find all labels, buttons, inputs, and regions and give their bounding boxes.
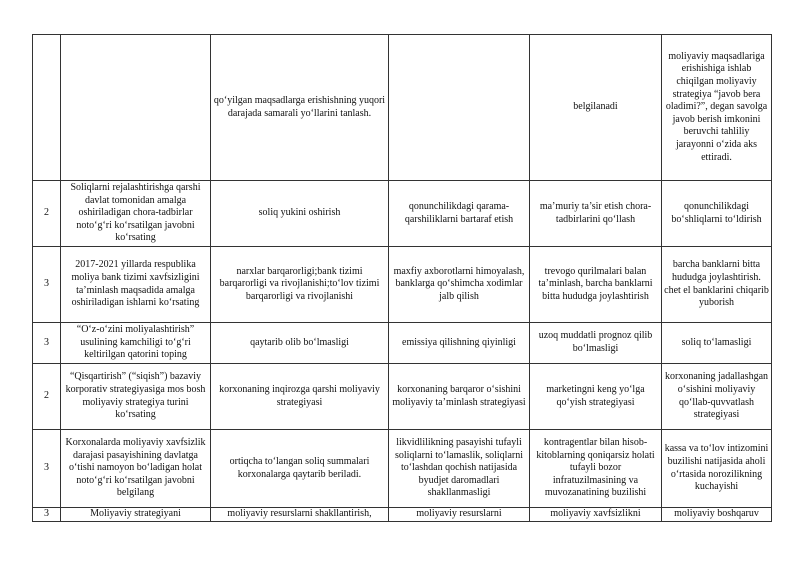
questions-table xyxy=(32,34,772,522)
answer-cell-b: qonunchilikdagi qarama-qarshiliklarni bartaraf etish xyxy=(389,181,530,247)
table-row xyxy=(33,35,772,181)
answer-cell-b: likvidlilikning pasayishi tufayli soliqlarni to‘lamaslik, soliqlarni to‘lashdan qochish natijasida byudjet daromadlari shakllanmasligi xyxy=(389,430,530,508)
question-cell xyxy=(61,35,211,181)
answer-cell-b: maxfiy axborotlarni himoyalash, banklarga qo‘shimcha xodimlar jalb qilish xyxy=(389,247,530,323)
question-cell: Soliqlarni rejalashtirishga qarshi davlat tomonidan amalga oshiriladigan chora-tadbirlar noto‘g‘ri ko‘rsatilgan javobni ko‘rsating xyxy=(61,181,211,247)
question-cell: Moliyaviy strategiyani xyxy=(61,508,211,522)
row-number xyxy=(33,35,61,181)
row-number: 3 xyxy=(33,430,61,508)
answer-cell-b: korxonaning barqaror o‘sishini moliyaviy ta’minlash strategiyasi xyxy=(389,364,530,430)
answer-cell-a: qaytarib olib bo‘lmasligi xyxy=(211,323,389,364)
table-row xyxy=(33,323,772,364)
answer-cell-a: moliyaviy resurslarni shakllantirish, xyxy=(211,508,389,522)
row-number: 3 xyxy=(33,323,61,364)
table-row xyxy=(33,430,772,508)
answer-cell-d: korxonaning jadallashgan o‘sishini moliyaviy qo‘llab-quvvatlash strategiyasi xyxy=(662,364,772,430)
answer-cell-d: barcha banklarni bitta hududga joylashtirish. chet el banklarini chiqarib yuborish xyxy=(662,247,772,323)
answer-cell-d: qonunchilikdagi bo‘shliqlarni to‘ldirish xyxy=(662,181,772,247)
answer-cell-d: kassa va to‘lov intizomini buzilishi natijasida aholi o‘rtasida norozilikning kuchayishi xyxy=(662,430,772,508)
answer-cell-d: moliyaviy boshqaruv xyxy=(662,508,772,522)
answer-cell-b xyxy=(389,35,530,181)
table-row xyxy=(33,247,772,323)
question-cell: “Qisqartirish” (“siqish”) bazaviy korporativ strategiyasiga mos bosh moliyaviy strategiya turini ko‘rsating xyxy=(61,364,211,430)
row-number: 2 xyxy=(33,181,61,247)
answer-cell-d: moliyaviy maqsadlariga erishishiga ishlab chiqilgan moliyaviy strategiya “javob bera oladimi?”, degan savolga javob berish imkonini beruvchi tahliliy jarayonni o‘zida aks ettiradi. xyxy=(662,35,772,181)
answer-cell-a: korxonaning inqirozga qarshi moliyaviy strategiyasi xyxy=(211,364,389,430)
question-cell: 2017-2021 yillarda respublika moliya bank tizimi xavfsizligini ta’minlash maqsadida amalga oshiriladigan ishlarni ko‘rsating xyxy=(61,247,211,323)
question-cell: “O‘z-o‘zini moliyalashtirish” usulining kamchiligi to‘g‘ri keltirilgan qatorini toping xyxy=(61,323,211,364)
answer-cell-a: narxlar barqarorligi;bank tizimi barqarorligi va rivojlanishi;to‘lov tizimi barqarorligi va rivojlanishi xyxy=(211,247,389,323)
answer-cell-c: uzoq muddatli prognoz qilib bo‘lmasligi xyxy=(530,323,662,364)
answer-cell-d: soliq to‘lamasligi xyxy=(662,323,772,364)
row-number: 3 xyxy=(33,247,61,323)
answer-cell-a: qo‘yilgan maqsadlarga erishishning yuqori darajada samarali yo‘llarini tanlash. xyxy=(211,35,389,181)
answer-cell-a: ortiqcha to‘langan soliq summalari korxonalarga qaytarib beriladi. xyxy=(211,430,389,508)
table-row xyxy=(33,181,772,247)
row-number: 3 xyxy=(33,508,61,522)
answer-cell-c: trevogo qurilmalari balan ta’minlash, barcha banklarni bitta hududga joylashtirish xyxy=(530,247,662,323)
question-cell: Korxonalarda moliyaviy xavfsizlik darajasi pasayishining davlatga o‘tishi namoyon bo‘ladigan holat noto‘g‘ri ko‘rsatilgan javobni belgilang xyxy=(61,430,211,508)
answer-cell-c: moliyaviy xavfsizlikni xyxy=(530,508,662,522)
answer-cell-c: marketingni keng yo‘lga qo‘yish strategiyasi xyxy=(530,364,662,430)
answer-cell-c: kontragentlar bilan hisob-kitoblarning qoniqarsiz holati tufayli bozor infratuzilmasining va muvozanatining buzilishi xyxy=(530,430,662,508)
answer-cell-a: soliq yukini oshirish xyxy=(211,181,389,247)
table-row xyxy=(33,508,772,522)
answer-cell-c: ma’muriy ta’sir etish chora-tadbirlarini qo‘llash xyxy=(530,181,662,247)
row-number: 2 xyxy=(33,364,61,430)
answer-cell-b: moliyaviy resurslarni xyxy=(389,508,530,522)
answer-cell-c: belgilanadi xyxy=(530,35,662,181)
table-row xyxy=(33,364,772,430)
answer-cell-b: emissiya qilishning qiyinligi xyxy=(389,323,530,364)
